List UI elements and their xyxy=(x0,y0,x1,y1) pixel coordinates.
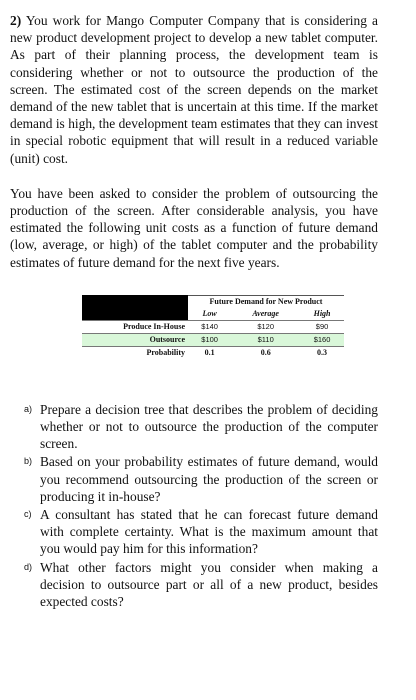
subquestion-b-letter: b) xyxy=(24,456,33,467)
subquestion-c-text: A consultant has stated that he can forecast future demand with complete certainty. What is the maximum amount that you would pay him for this information? xyxy=(40,507,378,557)
question-intro-paragraph xyxy=(10,12,378,167)
subquestion-d xyxy=(24,559,378,611)
subquestion-a-text: Prepare a decision tree that describes the problem of deciding whether or not to outsource the production of the computer screen. xyxy=(40,401,378,452)
subquestion-b-text: Based on your probability estimates of future demand, would you recommend outsourcing the production of the screen or producing it in-house? xyxy=(40,454,378,504)
demand-cost-table xyxy=(82,295,344,359)
cell-outsource-low: $100 xyxy=(188,333,231,346)
table-row-outsource xyxy=(82,333,344,346)
subquestion-b xyxy=(24,453,378,505)
demand-cost-table-wrapper xyxy=(82,295,344,359)
table-header-row xyxy=(82,295,344,308)
column-header-high: High xyxy=(313,308,331,318)
table-row-produce-in-house xyxy=(82,320,344,333)
subquestion-c-letter: c) xyxy=(24,509,32,520)
document-page xyxy=(10,12,378,626)
row-label-probability: Probability xyxy=(146,347,185,357)
table-title: Future Demand for New Product xyxy=(188,295,344,308)
column-header-low: Low xyxy=(202,308,217,318)
subquestion-d-text: What other factors might you consider when making a decision to outsource part or all of a new product, besides expected costs? xyxy=(40,559,378,610)
cell-in-house-average: $120 xyxy=(231,320,300,333)
cell-probability-average: 0.6 xyxy=(260,347,271,357)
subquestion-d-letter: d) xyxy=(24,561,33,572)
cell-probability-high: 0.3 xyxy=(317,347,328,357)
column-header-average: Average xyxy=(252,308,279,318)
question-number: 2) xyxy=(10,13,22,28)
subquestion-c xyxy=(24,506,378,558)
question-intro-text: You work for Mango Computer Company that is considering a new product development project to develop a new tablet computer. As part of their planning process, the development team is considering whether or not to outsource the production of the screen. The estimated cost of the screen depends on the market demand of the new tablet that is uncertain at this time. If the market demand is high, the development team estimates that they can invest in special robotic equipment that will result in a reduced variable (unit) cost. xyxy=(10,13,378,166)
subquestion-a xyxy=(24,401,378,453)
subquestion-list xyxy=(24,401,378,610)
cell-outsource-average: $110 xyxy=(231,333,300,346)
question-analysis-paragraph: You have been asked to consider the problem of outsourcing the production of the screen. After considerable analysis, you have estimated the following unit costs as a function of future demand (low, average, or high) of the tablet computer and the probability estimates of future demand for the next five years. xyxy=(10,185,378,270)
cell-probability-low: 0.1 xyxy=(204,347,215,357)
cell-outsource-high: $160 xyxy=(300,333,344,346)
table-corner-cell xyxy=(82,295,188,320)
row-label-produce-in-house: Produce In-House xyxy=(82,320,188,333)
cell-in-house-low: $140 xyxy=(188,320,231,333)
subquestion-a-letter: a) xyxy=(24,403,33,414)
table-row-probability xyxy=(82,346,344,359)
row-label-outsource: Outsource xyxy=(82,333,188,346)
cell-in-house-high: $90 xyxy=(300,320,344,333)
